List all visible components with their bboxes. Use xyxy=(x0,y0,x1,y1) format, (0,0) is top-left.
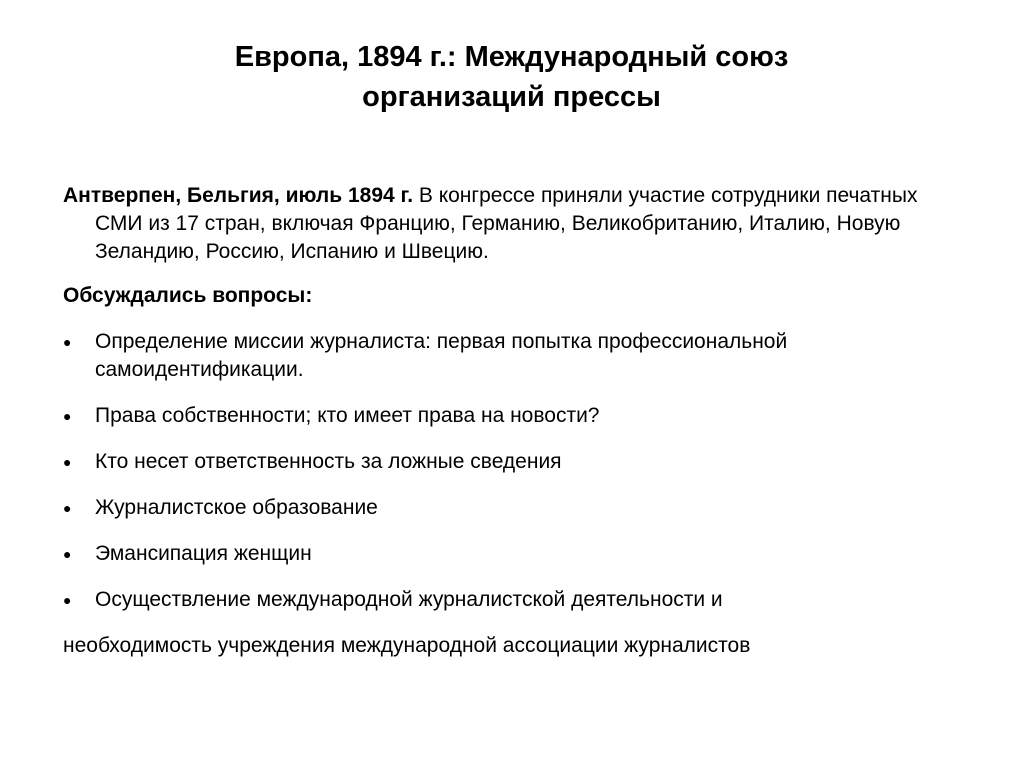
slide-body xyxy=(63,182,963,660)
list-item-text: Журналистское образование xyxy=(95,496,378,519)
list-item xyxy=(63,494,963,522)
bullet-icon: ● xyxy=(63,592,72,608)
slide-title-line-1: Европа, 1894 г.: Международный союз xyxy=(234,41,789,73)
bullet-icon: ● xyxy=(63,408,72,424)
list-item xyxy=(63,402,963,430)
slide-title-line-2: организаций прессы xyxy=(362,81,661,113)
list-item-text: Эмансипация женщин xyxy=(95,542,312,565)
bullet-icon: ● xyxy=(63,500,72,516)
list-item xyxy=(63,328,963,384)
closing-line: необходимость учреждения международной ассоциации журналистов xyxy=(63,634,751,657)
bullet-icon: ● xyxy=(63,454,72,470)
list-item xyxy=(63,540,963,568)
bullet-icon: ● xyxy=(63,334,72,350)
list-item xyxy=(63,586,963,614)
list-item xyxy=(63,448,963,476)
list-item-text: Права собственности; кто имеет права на новости? xyxy=(95,404,600,427)
list-item-text: Кто несет ответственность за ложные сведения xyxy=(95,450,562,473)
intro-paragraph xyxy=(63,182,963,266)
intro-lead: Антверпен, Бельгия, июль 1894 г. xyxy=(63,184,414,207)
list-item-text: Осуществление международной журналистской деятельности и xyxy=(95,588,723,611)
bullet-icon: ● xyxy=(63,546,72,562)
slide-title xyxy=(0,37,1023,117)
list-item-text: Определение миссии журналиста: первая попытка профессиональной самоидентификации. xyxy=(95,330,788,381)
issues-list xyxy=(63,328,963,614)
intro-text: В конгрессе приняли участие сотрудники печатных СМИ из 17 стран, включая Францию, Германию, Великобританию, Италию, Новую Зеландию, Россию, Испанию и Швецию. xyxy=(95,184,918,263)
issues-heading: Обсуждались вопросы: xyxy=(63,284,313,307)
